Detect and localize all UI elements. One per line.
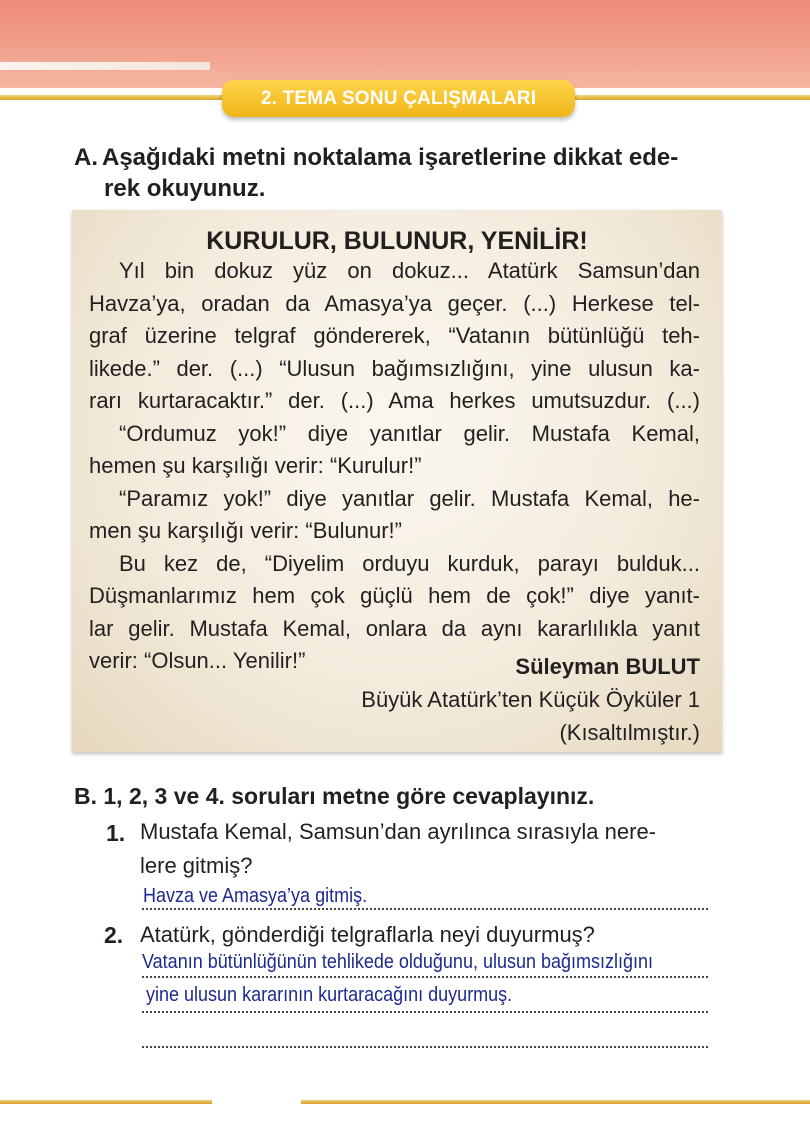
- answer-2-dotted-line-2: [142, 1011, 708, 1013]
- answer-1-dotted-line: [142, 908, 708, 910]
- passage-line: “Paramız yok!” diye yanıtlar gelir. Mustafa Kemal, he-: [119, 485, 700, 511]
- footer-divider-right: [301, 1100, 810, 1104]
- passage-line: Yıl bin dokuz yüz on dokuz... Atatürk Samsun’dan: [119, 258, 700, 283]
- passage-line: graf üzerine telgraf göndererek, “Vatanın bütünlüğü teh-: [89, 323, 700, 348]
- passage-line: Havza’ya, oradan da Amasya’ya geçer. (...) Herkese tel-: [89, 290, 700, 316]
- question-1-line1: Mustafa Kemal, Samsun’dan ayrılınca sırasıyla nere-: [140, 819, 657, 844]
- question-2-number: 2.: [104, 922, 124, 948]
- passage-line: lar gelir. Mustafa Kemal, onlara da aynı kararlılıkla yanıt: [89, 615, 700, 641]
- question-1-line2: lere gitmiş?: [140, 853, 253, 878]
- footer-divider-left: [0, 1100, 212, 1104]
- passage-line: likede.” der. (...) “Ulusun bağımsızlığını, yine ulusun ka-: [89, 355, 700, 381]
- question-a-line1: Aşağıdaki metni noktalama işaretlerine dikkat ede-: [102, 144, 679, 171]
- question-1-number: 1.: [106, 820, 126, 846]
- question-b-heading: B. 1, 2, 3 ve 4. soruları metne göre cevaplayınız.: [74, 783, 595, 809]
- passage-line: men şu karşılığı verir: “Bulunur!”: [89, 518, 402, 543]
- answer-2-line1[interactable]: Vatanın bütünlüğünün tehlikede olduğunu, ulusun bağımsızlığını: [142, 951, 654, 973]
- answer-2-dotted-line-1: [142, 976, 708, 978]
- passage-line: Düşmanlarımız hem çok güçlü hem de çok!” diye yanıt-: [89, 583, 700, 608]
- question-a: [74, 142, 734, 204]
- answer-1-line1[interactable]: Havza ve Amasya’ya gitmiş.: [143, 885, 368, 907]
- passage-source: Büyük Atatürk’ten Küçük Öyküler 1: [361, 687, 700, 712]
- section-title-badge: 2. TEMA SONU ÇALIŞMALARI: [222, 80, 575, 117]
- passage-title: KURULUR, BULUNUR, YENİLİR!: [206, 227, 588, 255]
- passage-line: rarı kurtaracaktır.” der. (...) Ama herkes umutsuzdur. (...): [89, 388, 700, 413]
- reading-passage: [72, 210, 722, 752]
- passage-author: Süleyman BULUT: [515, 654, 700, 679]
- question-a-line2: rek okuyunuz.: [104, 175, 266, 202]
- answer-2-dotted-line-3: [142, 1046, 708, 1048]
- passage-line: verir: “Olsun... Yenilir!”: [89, 648, 306, 673]
- answer-2-line2[interactable]: yine ulusun kararının kurtaracağını duyurmuş.: [146, 984, 513, 1006]
- passage-line: Bu kez de, “Diyelim orduyu kurduk, parayı bulduk...: [119, 550, 700, 576]
- passage-line: “Ordumuz yok!” diye yanıtlar gelir. Mustafa Kemal,: [119, 420, 700, 446]
- passage-note: (Kısaltılmıştır.): [559, 720, 700, 745]
- passage-line: hemen şu karşılığı verir: “Kurulur!”: [89, 453, 422, 478]
- banner-decoration: [0, 62, 210, 70]
- header-banner: [0, 0, 810, 88]
- question-a-letter: A.: [74, 144, 98, 171]
- question-2-line1: Atatürk, gönderdiği telgraflarla neyi duyurmuş?: [140, 922, 595, 947]
